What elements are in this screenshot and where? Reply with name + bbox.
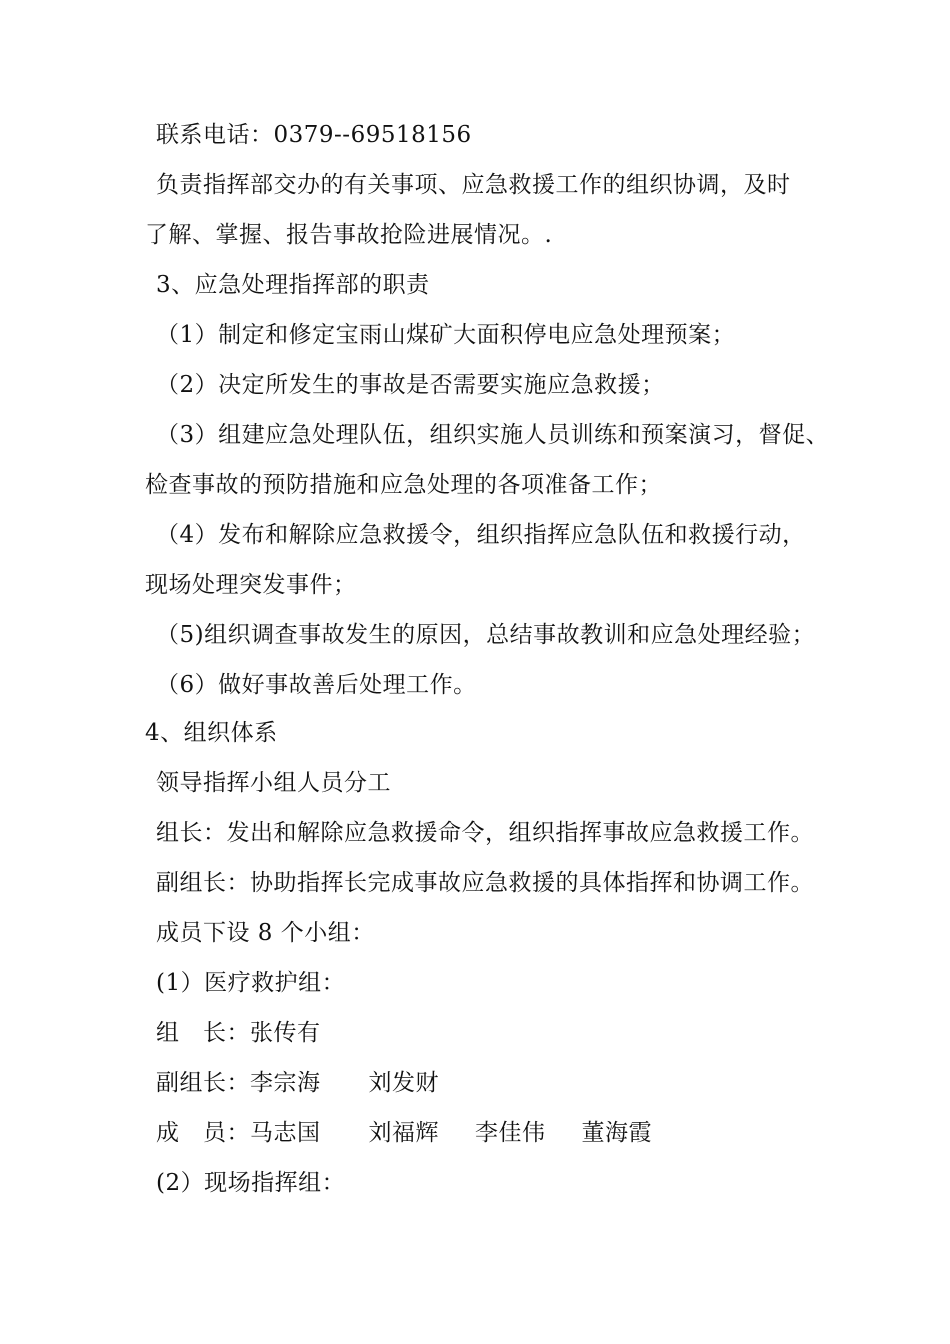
member-name: 董海霞 bbox=[581, 1120, 652, 1146]
subsection-title: 领导指挥小组人员分工 bbox=[156, 770, 391, 796]
duty-item: （1）制定和修定宝雨山煤矿大面积停电应急处理预案； bbox=[156, 322, 736, 348]
group-title: (2）现场指挥组： bbox=[156, 1170, 346, 1196]
paragraph-line: 负责指挥部交办的有关事项、应急救援工作的组织协调，及时 bbox=[156, 172, 791, 198]
duty-item: （5)组织调查事故发生的原因，总结事故教训和应急处理经验； bbox=[156, 622, 816, 648]
duty-item: （2）决定所发生的事故是否需要实施应急救援； bbox=[156, 372, 665, 398]
members-intro: 成员下设 8 个小组： bbox=[156, 920, 375, 946]
duty-item: （6）做好事故善后处理工作。 bbox=[156, 672, 477, 698]
member-label: 成 员：马志国 bbox=[156, 1120, 321, 1146]
group-members-row bbox=[156, 1118, 652, 1148]
member-name: 李佳伟 bbox=[475, 1120, 546, 1146]
deputy-label: 副组长：李宗海 bbox=[156, 1070, 321, 1096]
duty-item-continuation: 检查事故的预防措施和应急处理的各项准备工作； bbox=[145, 472, 662, 498]
duty-item: （4）发布和解除应急救援令，组织指挥应急队伍和救援行动， bbox=[156, 522, 806, 548]
group-title: (1）医疗救护组： bbox=[156, 970, 346, 996]
paragraph-line: 了解、掌握、报告事故抢险进展情况。. bbox=[145, 222, 553, 248]
member-name: 刘福辉 bbox=[368, 1120, 439, 1146]
role-description: 组长：发出和解除应急救援命令，组织指挥事故应急救援工作。 bbox=[156, 820, 814, 846]
section-heading: 3、应急处理指挥部的职责 bbox=[156, 272, 430, 298]
group-leader: 组 长：张传有 bbox=[156, 1020, 321, 1046]
contact-phone-line: 联系电话：0379--69518156 bbox=[156, 122, 472, 148]
duty-item-continuation: 现场处理突发事件； bbox=[145, 572, 357, 598]
role-description: 副组长：协助指挥长完成事故应急救援的具体指挥和协调工作。 bbox=[156, 870, 814, 896]
group-deputy-row bbox=[156, 1068, 439, 1098]
duty-item: （3）组建应急处理队伍，组织实施人员训练和预案演习，督促、 bbox=[156, 422, 830, 448]
deputy-name: 刘发财 bbox=[368, 1070, 439, 1096]
section-heading: 4、组织体系 bbox=[145, 720, 278, 746]
